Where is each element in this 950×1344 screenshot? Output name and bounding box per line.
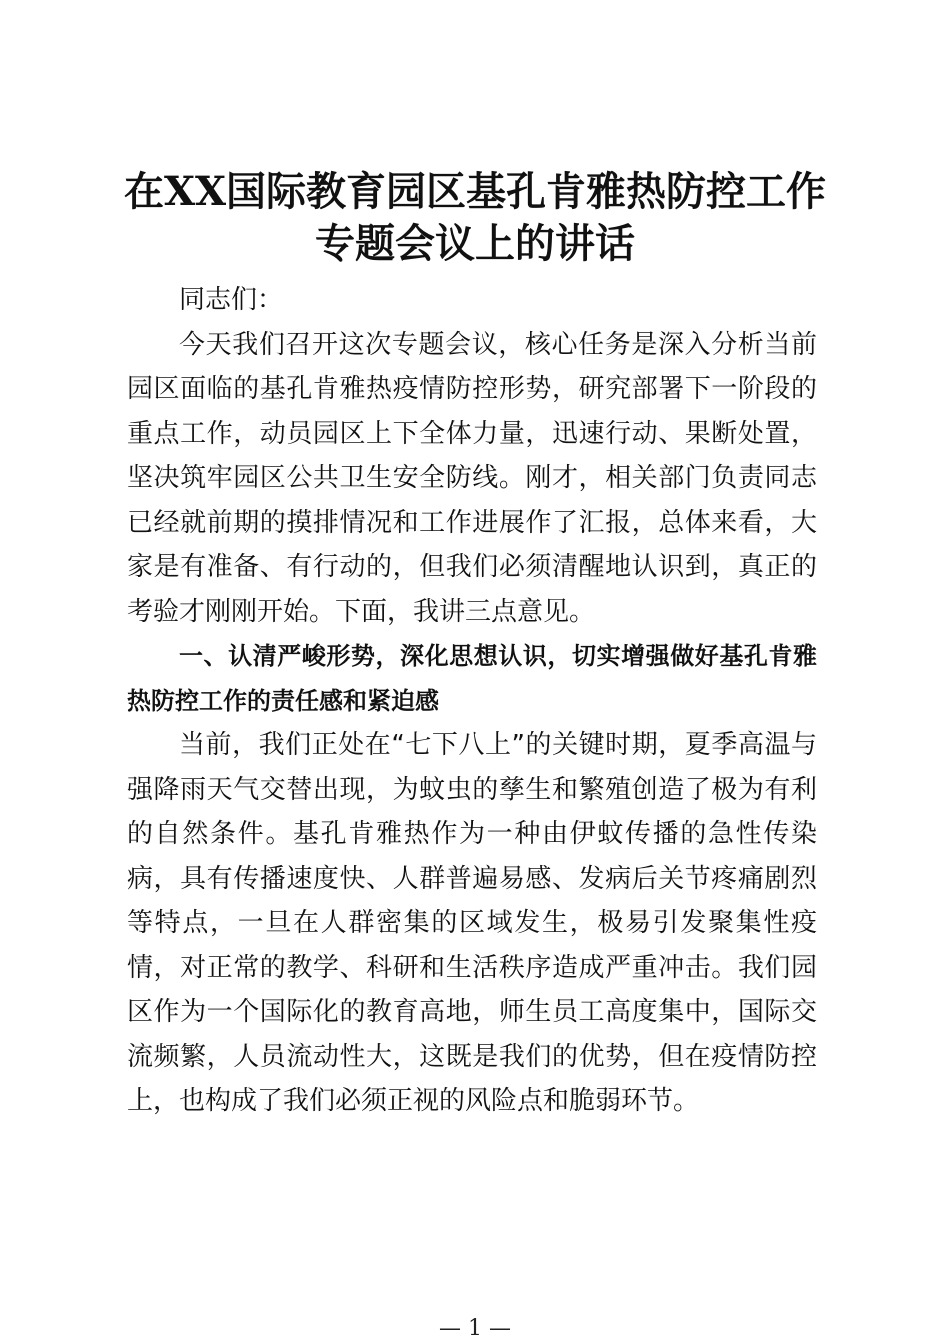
salutation: 同志们： (179, 285, 284, 315)
section-heading-1: 一、认清严峻形势，深化思想认识，切实增强做好基孔肯雅热防控工作的责任感和紧迫感 (127, 641, 817, 715)
paragraph-intro: 今天我们召开这次专题会议，核心任务是深入分析当前园区面临的基孔肯雅热疫情防控形势，研究部署下一阶段的重点工作，动员园区上下全体力量，迅速行动、果断处置，坚决筑牢园区公共卫生安全防线。刚才，相关部门负责同志已经就前期的摸排情况和工作进展作了汇报，总体来看，大家是有准备、有行动的，但我们必须清醒地认识到，真正的考验才刚刚开始。下面，我讲三点意见。 (127, 329, 817, 627)
document-title: 在XX国际教育园区基孔肯雅热防控工作专题会议上的讲话 (123, 168, 827, 267)
document-body (127, 278, 817, 1124)
page-number: — 1 — (439, 1316, 511, 1341)
paragraph-situation: 当前，我们正处在“七下八上”的关键时期，夏季高温与强降雨天气交替出现，为蚊虫的孳生和繁殖创造了极为有利的自然条件。基孔肯雅热作为一种由伊蚊传播的急性传染病，具有传播速度快、人群普遍易感、发病后关节疼痛剧烈等特点，一旦在人群密集的区域发生，极易引发聚集性疫情，对正常的教学、科研和生活秩序造成严重冲击。我们园区作为一个国际化的教育高地，师生员工高度集中，国际交流频繁，人员流动性大，这既是我们的优势，但在疫情防控上，也构成了我们必须正视的风险点和脆弱环节。 (127, 730, 817, 1116)
